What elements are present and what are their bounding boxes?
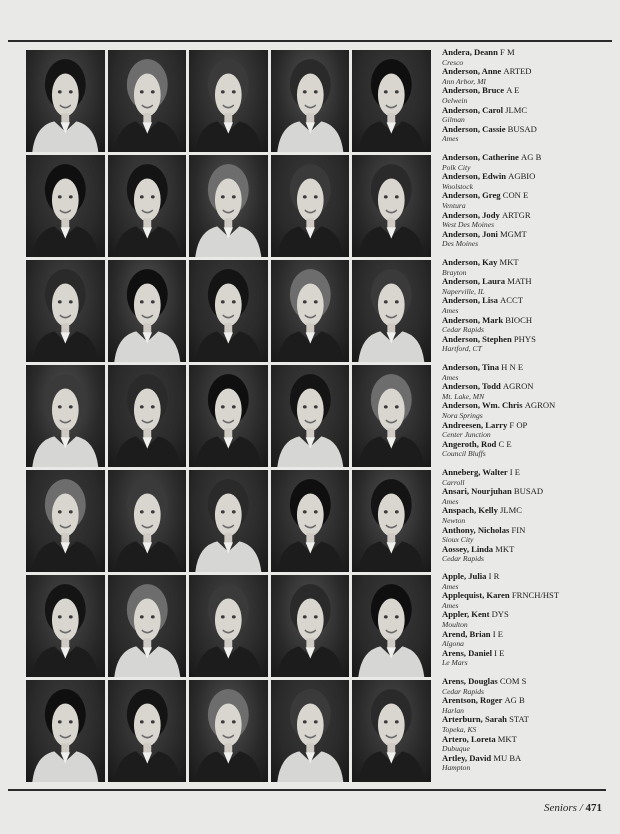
student-entry bbox=[442, 754, 612, 773]
student-hometown: Ann Arbor, MI bbox=[442, 76, 486, 86]
student-name: Andera, Deann bbox=[442, 47, 498, 57]
student-name: Ansari, Nourjuhan bbox=[442, 486, 512, 497]
student-portrait bbox=[26, 470, 105, 572]
student-name-line bbox=[442, 572, 612, 582]
student-entry bbox=[442, 545, 612, 564]
student-portrait bbox=[352, 470, 431, 572]
student-name-line bbox=[442, 86, 612, 96]
student-name: Arterburn, Sarah bbox=[442, 714, 507, 725]
caption-block bbox=[442, 48, 612, 144]
student-name: Anderson, Joni bbox=[442, 228, 498, 239]
student-entry bbox=[442, 506, 612, 525]
student-major: MU BA bbox=[493, 752, 522, 763]
student-portrait bbox=[108, 470, 187, 572]
student-name: Anderson, Wm. Chris bbox=[442, 400, 523, 411]
student-major: BUSAD bbox=[507, 123, 537, 134]
student-portrait bbox=[108, 50, 187, 152]
student-major: ARTED bbox=[503, 66, 532, 77]
student-major: BUSAD bbox=[513, 486, 544, 497]
student-portrait bbox=[271, 575, 350, 677]
student-entry bbox=[442, 572, 612, 591]
student-name-line bbox=[442, 421, 612, 431]
student-name: Arentson, Roger bbox=[442, 695, 503, 706]
caption-column bbox=[442, 48, 612, 788]
student-major: AG B bbox=[504, 695, 525, 706]
student-name-line bbox=[442, 67, 612, 77]
student-portrait bbox=[271, 365, 350, 467]
footer-section: Seniors bbox=[543, 802, 577, 814]
student-name: Anderson, Kay bbox=[442, 257, 498, 267]
student-major: CON E bbox=[502, 190, 529, 201]
student-name: Artero, Loreta bbox=[442, 733, 496, 744]
student-major: I R bbox=[488, 571, 500, 581]
student-portrait bbox=[271, 680, 350, 782]
student-name: Artley, David bbox=[442, 752, 492, 763]
student-name: Anderson, Laura bbox=[442, 276, 506, 287]
student-name-line bbox=[442, 106, 612, 116]
student-major: AGBIO bbox=[508, 171, 536, 182]
student-name: Angeroth, Rod bbox=[442, 438, 497, 449]
student-hometown: Oelwein bbox=[442, 95, 468, 105]
student-entry bbox=[442, 440, 612, 459]
student-entry bbox=[442, 649, 612, 668]
student-portrait bbox=[352, 680, 431, 782]
student-major: H N E bbox=[501, 362, 524, 372]
student-name: Anderson, Todd bbox=[442, 381, 501, 392]
student-hometown: Newton bbox=[442, 515, 466, 525]
caption-block bbox=[442, 677, 612, 773]
student-name: Anderson, Cassie bbox=[442, 123, 506, 134]
student-major: I E bbox=[509, 467, 520, 477]
student-entry bbox=[442, 211, 612, 230]
student-entry bbox=[442, 696, 612, 715]
student-name: Anderson, Edwin bbox=[442, 171, 506, 182]
student-name: Anderson, Mark bbox=[442, 314, 504, 325]
student-major: MKT bbox=[499, 257, 519, 267]
student-hometown: Hartford, CT bbox=[442, 344, 482, 354]
student-portrait bbox=[189, 50, 268, 152]
student-hometown: Le Mars bbox=[442, 658, 468, 668]
student-name-line bbox=[442, 754, 612, 764]
student-entry bbox=[442, 401, 612, 420]
student-name-line bbox=[442, 230, 612, 240]
student-major: ARTGR bbox=[501, 209, 531, 220]
student-name-line bbox=[442, 468, 612, 478]
student-hometown: Ames bbox=[442, 134, 459, 144]
student-name-line bbox=[442, 191, 612, 201]
student-portrait bbox=[189, 365, 268, 467]
student-hometown: West Des Moines bbox=[442, 220, 495, 230]
student-major: COM S bbox=[499, 676, 527, 686]
student-entry bbox=[442, 48, 612, 67]
student-entry bbox=[442, 735, 612, 754]
student-entry bbox=[442, 591, 612, 610]
student-portrait bbox=[352, 365, 431, 467]
student-portrait bbox=[108, 365, 187, 467]
student-major: JLMC bbox=[505, 104, 528, 115]
student-name: Anderson, Bruce bbox=[442, 85, 505, 96]
student-entry bbox=[442, 468, 612, 487]
student-entry bbox=[442, 172, 612, 191]
student-hometown: Carroll bbox=[442, 477, 465, 487]
student-major: FIN bbox=[511, 524, 526, 535]
student-major: F M bbox=[500, 47, 515, 57]
student-major: BIOCH bbox=[505, 314, 533, 325]
student-hometown: Dubuque bbox=[442, 744, 470, 754]
student-name-line bbox=[442, 696, 612, 706]
student-major: ACCT bbox=[500, 295, 523, 306]
student-hometown: Cedar Rapids bbox=[442, 554, 484, 564]
student-hometown: Polk City bbox=[442, 162, 471, 172]
student-hometown: Hampton bbox=[442, 763, 471, 773]
student-name-line bbox=[442, 649, 612, 659]
student-name-line bbox=[442, 487, 612, 497]
student-name: Arens, Douglas bbox=[442, 676, 498, 686]
student-name: Arend, Brian bbox=[442, 628, 491, 639]
student-entry bbox=[442, 230, 612, 249]
student-entry bbox=[442, 382, 612, 401]
student-major: JLMC bbox=[500, 505, 522, 516]
student-name-line bbox=[442, 735, 612, 745]
student-hometown: Cedar Rapids bbox=[442, 325, 484, 335]
student-name: Anderson, Carol bbox=[442, 104, 503, 115]
student-entry bbox=[442, 335, 612, 354]
student-portrait bbox=[26, 155, 105, 257]
student-name-line bbox=[442, 277, 612, 287]
student-name: Applequist, Karen bbox=[442, 590, 510, 601]
student-name-line bbox=[442, 545, 612, 555]
student-name: Anthony, Nicholas bbox=[442, 524, 510, 535]
student-portrait bbox=[26, 680, 105, 782]
caption-block bbox=[442, 363, 612, 459]
student-portrait bbox=[108, 260, 187, 362]
student-hometown: Mt. Lake, MN bbox=[442, 391, 485, 401]
student-portrait bbox=[26, 365, 105, 467]
student-major: I E bbox=[494, 647, 505, 658]
student-hometown: Algona bbox=[442, 639, 464, 649]
student-major: F OP bbox=[509, 419, 528, 430]
student-entry bbox=[442, 630, 612, 649]
student-entry bbox=[442, 258, 612, 277]
student-name-line bbox=[442, 610, 612, 620]
student-name-line bbox=[442, 258, 612, 268]
student-portrait bbox=[352, 155, 431, 257]
student-portrait bbox=[108, 680, 187, 782]
student-name-line bbox=[442, 526, 612, 536]
caption-block bbox=[442, 153, 612, 249]
student-name: Aossey, Linda bbox=[442, 543, 494, 554]
student-entry bbox=[442, 487, 612, 506]
portrait-grid bbox=[26, 50, 431, 782]
page-footer bbox=[544, 802, 602, 814]
student-name: Anderson, Anne bbox=[442, 66, 502, 77]
caption-block bbox=[442, 468, 612, 564]
student-major: I E bbox=[492, 628, 503, 639]
student-name-line bbox=[442, 363, 612, 373]
student-major: C E bbox=[498, 438, 512, 449]
student-name-line bbox=[442, 440, 612, 450]
student-name: Apple, Julia bbox=[442, 571, 487, 581]
student-major: MKT bbox=[497, 733, 517, 744]
student-hometown: Cresco bbox=[442, 57, 464, 67]
student-name: Anderson, Greg bbox=[442, 190, 501, 201]
student-entry bbox=[442, 153, 612, 172]
student-name-line bbox=[442, 591, 612, 601]
student-hometown: Naperville, IL bbox=[442, 286, 485, 296]
student-hometown: Nora Springs bbox=[442, 410, 483, 420]
student-hometown: Council Bluffs bbox=[442, 449, 486, 459]
student-hometown: Gilman bbox=[442, 115, 465, 125]
footer-separator: / bbox=[579, 802, 583, 814]
student-entry bbox=[442, 677, 612, 696]
student-hometown: Ames bbox=[442, 372, 459, 382]
caption-block bbox=[442, 258, 612, 354]
student-major: MGMT bbox=[500, 228, 527, 239]
student-hometown: Cedar Rapids bbox=[442, 686, 484, 696]
student-portrait bbox=[26, 575, 105, 677]
student-hometown: Brayton bbox=[442, 267, 467, 277]
student-name-line bbox=[442, 630, 612, 640]
student-name-line bbox=[442, 48, 612, 58]
student-name-line bbox=[442, 172, 612, 182]
student-portrait bbox=[352, 260, 431, 362]
student-name: Anspach, Kelly bbox=[442, 505, 498, 516]
student-name-line bbox=[442, 335, 612, 345]
student-hometown: Moulton bbox=[442, 619, 468, 629]
caption-block bbox=[442, 572, 612, 668]
student-entry bbox=[442, 125, 612, 144]
student-entry bbox=[442, 106, 612, 125]
student-name: Anneberg, Walter bbox=[442, 467, 508, 477]
student-hometown: Ames bbox=[442, 305, 459, 315]
student-entry bbox=[442, 526, 612, 545]
student-portrait bbox=[26, 50, 105, 152]
student-name: Anderson, Stephen bbox=[442, 333, 512, 344]
student-entry bbox=[442, 296, 612, 315]
student-portrait bbox=[271, 470, 350, 572]
student-hometown: Harlan bbox=[442, 705, 464, 715]
student-name-line bbox=[442, 401, 612, 411]
student-major: MATH bbox=[507, 276, 532, 287]
page-number: 471 bbox=[585, 802, 602, 814]
student-portrait bbox=[26, 260, 105, 362]
student-major: PHYS bbox=[513, 333, 536, 344]
student-entry bbox=[442, 277, 612, 296]
student-name-line bbox=[442, 153, 612, 163]
student-name: Andreesen, Larry bbox=[442, 419, 508, 430]
student-major: AGRON bbox=[502, 381, 534, 392]
student-name: Anderson, Jody bbox=[442, 209, 500, 220]
student-entry bbox=[442, 316, 612, 335]
student-entry bbox=[442, 363, 612, 382]
student-entry bbox=[442, 86, 612, 105]
student-entry bbox=[442, 715, 612, 734]
student-name: Anderson, Lisa bbox=[442, 295, 498, 306]
student-major: STAT bbox=[509, 714, 529, 725]
student-portrait bbox=[189, 680, 268, 782]
student-entry bbox=[442, 610, 612, 629]
student-hometown: Ames bbox=[442, 600, 459, 610]
student-name-line bbox=[442, 316, 612, 326]
student-hometown: Woolstock bbox=[442, 181, 473, 191]
student-portrait bbox=[189, 575, 268, 677]
student-portrait bbox=[352, 575, 431, 677]
student-name: Appler, Kent bbox=[442, 609, 490, 620]
student-portrait bbox=[189, 260, 268, 362]
student-entry bbox=[442, 67, 612, 86]
student-entry bbox=[442, 421, 612, 440]
top-rule bbox=[8, 40, 612, 42]
student-portrait bbox=[189, 470, 268, 572]
student-portrait bbox=[271, 155, 350, 257]
student-entry bbox=[442, 191, 612, 210]
student-major: AG B bbox=[521, 152, 542, 162]
student-name-line bbox=[442, 506, 612, 516]
student-name-line bbox=[442, 715, 612, 725]
student-major: AGRON bbox=[524, 400, 556, 411]
student-portrait bbox=[271, 50, 350, 152]
student-hometown: Topeka, KS bbox=[442, 724, 477, 734]
student-name: Anderson, Tina bbox=[442, 362, 499, 372]
student-major: A E bbox=[506, 85, 520, 96]
student-hometown: Center Junction bbox=[442, 430, 491, 440]
student-name-line bbox=[442, 125, 612, 135]
student-name-line bbox=[442, 677, 612, 687]
student-hometown: Sioux City bbox=[442, 535, 474, 545]
student-portrait bbox=[108, 575, 187, 677]
bottom-rule bbox=[8, 789, 606, 791]
student-portrait bbox=[189, 155, 268, 257]
student-major: DYS bbox=[491, 609, 509, 620]
student-major: MKT bbox=[495, 543, 515, 554]
student-hometown: Ames bbox=[442, 496, 459, 506]
student-name-line bbox=[442, 296, 612, 306]
student-name: Anderson, Catherine bbox=[442, 152, 519, 162]
student-hometown: Des Moines bbox=[442, 239, 479, 249]
student-name-line bbox=[442, 382, 612, 392]
student-hometown: Ames bbox=[442, 581, 459, 591]
student-portrait bbox=[108, 155, 187, 257]
student-portrait bbox=[271, 260, 350, 362]
student-name-line bbox=[442, 211, 612, 221]
student-portrait bbox=[352, 50, 431, 152]
student-name: Arens, Daniel bbox=[442, 647, 492, 658]
student-hometown: Ventura bbox=[442, 200, 466, 210]
student-major: FRNCH/HST bbox=[511, 590, 560, 601]
